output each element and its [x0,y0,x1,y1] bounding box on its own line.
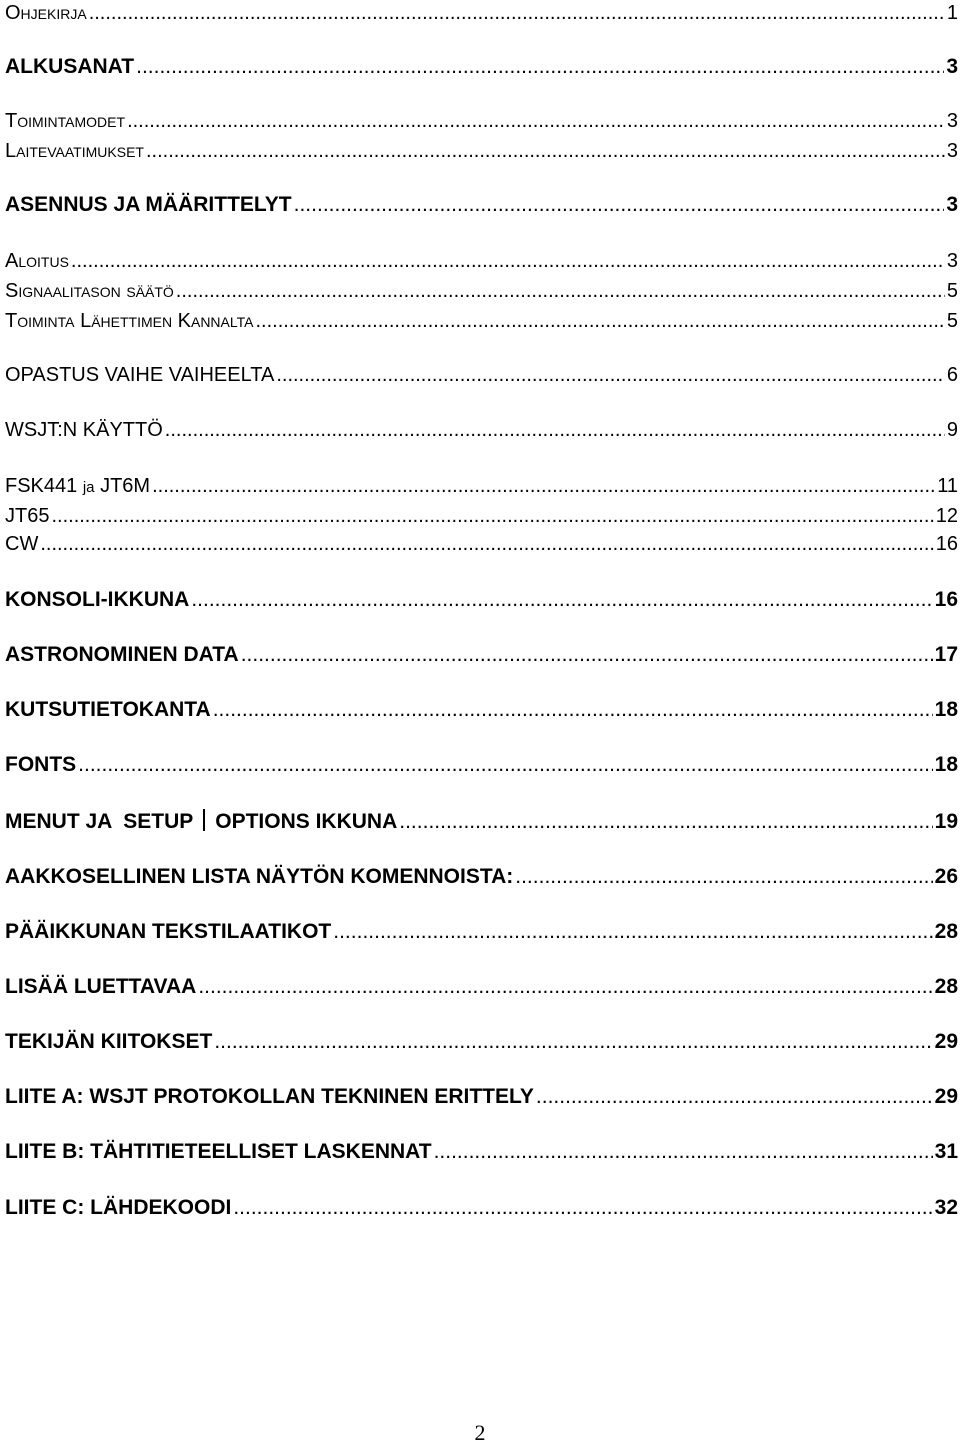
dot-leader [515,865,932,889]
toc-entry[interactable] [5,1140,958,1168]
toc-entry[interactable] [5,643,958,671]
toc-entry[interactable] [5,1196,958,1224]
toc-entry-title: WSJT:N KÄYTTÖ [5,419,163,441]
toc-entry[interactable] [5,110,958,138]
toc-entry[interactable] [5,920,958,948]
toc-entry-title: Toimintamodet [5,110,126,132]
toc-entry-title [5,475,150,498]
dot-leader [213,698,933,722]
dot-leader [165,419,945,442]
toc-entry-page: 29 [934,1030,958,1053]
toc-entry-title-part: ja [82,479,95,496]
toc-entry-title: TEKIJÄN KIITOKSET [5,1030,213,1053]
toc-entry-page: 12 [935,505,958,527]
dot-leader [333,920,932,944]
dot-leader [78,753,932,777]
toc-entry-title: PÄÄIKKUNAN TEKSTILAATIKOT [5,920,332,943]
dot-leader [536,1085,933,1109]
toc-entry-title: Signaalitason säätö [5,280,174,302]
dot-leader [233,1196,932,1220]
toc-entry-page: 26 [934,865,958,888]
toc-entry-page: 9 [946,419,958,441]
toc-entry-title-part: OPTIONS IKKUNA [215,810,398,833]
dot-leader [214,1030,932,1054]
toc-entry-title: KONSOLI-IKKUNA [5,588,190,611]
toc-entry-title: FONTS [5,753,77,776]
dot-leader [89,2,945,25]
toc-entry[interactable] [5,1085,958,1113]
dot-leader [136,55,944,79]
toc-entry[interactable] [5,1030,958,1058]
toc-entry[interactable] [5,2,958,30]
toc-entry-title: ASENNUS JA MÄÄRITTELYT [5,193,292,216]
toc-entry-title: Aloitus [5,250,69,272]
dot-leader [146,140,945,163]
dot-leader [276,364,945,387]
toc-entry[interactable] [5,364,958,392]
toc-entry-title: Laitevaatimukset [5,140,144,162]
toc-entry-page: 16 [935,533,958,555]
toc-entry-title: KUTSUTIETOKANTA [5,698,211,721]
dot-leader [176,280,945,303]
toc-entry[interactable] [5,250,958,278]
toc-entry-page: 28 [934,920,958,943]
toc-entry-title: AAKKOSELLINEN LISTA NÄYTÖN KOMENNOISTA: [5,865,514,888]
toc-entry-title [5,809,397,834]
toc-entry[interactable] [5,698,958,726]
dot-leader [241,643,933,667]
toc-entry-page: 3 [946,55,958,78]
toc-entry-title: LIITE B: TÄHTITIETEELLISET LASKENNAT [5,1140,432,1163]
toc-entry-title: LIITE A: WSJT PROTOKOLLAN TEKNINEN ERITTELY [5,1085,534,1108]
toc-entry-title: ASTRONOMINEN DATA [5,643,239,666]
toc-entry-page: 3 [946,140,958,162]
dot-leader [434,1140,933,1164]
toc-entry[interactable] [5,140,958,168]
toc-entry-page: 17 [934,643,958,666]
dot-leader [191,588,932,612]
toc-entry[interactable] [5,310,958,338]
toc-entry-page: 5 [946,310,958,332]
toc-entry[interactable] [5,753,958,781]
toc-entry-title-part: FSK441 [5,475,78,497]
toc-entry-page: 16 [934,588,958,611]
toc-entry-title: Ohjekirja [5,2,87,24]
toc-entry-title-part: JT6M [100,475,151,497]
dot-leader [51,505,933,528]
dot-leader [127,110,945,133]
toc-entry-page: 29 [934,1085,958,1108]
toc-entry-page: 32 [934,1196,958,1219]
toc-entry[interactable] [5,193,958,221]
toc-entry-title: LISÄÄ LUETTAVAA [5,975,197,998]
toc-entry[interactable] [5,505,958,533]
toc-entry-title: LIITE C: LÄHDEKOODI [5,1196,232,1219]
toc-entry[interactable] [5,588,958,616]
toc-entry-page: 31 [934,1140,958,1163]
toc-entry-page: 6 [946,364,958,386]
toc-entry[interactable] [5,865,958,893]
toc-entry-title: OPASTUS VAIHE VAIHEELTA [5,364,275,386]
toc-entry[interactable] [5,809,958,837]
toc-entry-page: 18 [934,698,958,721]
dot-leader [40,533,933,556]
toc-entry-title: ALKUSANAT [5,55,135,78]
page-number: 2 [474,1420,486,1445]
toc-entry-page: 11 [937,475,958,497]
toc-entry[interactable] [5,475,958,503]
dot-leader [71,250,945,273]
toc-entry[interactable] [5,533,958,561]
toc-entry[interactable] [5,280,958,308]
toc-entry-page: 18 [934,753,958,776]
toc-entry-title: JT65 [5,505,50,527]
dot-leader [294,193,945,217]
toc-entry-title: CW [5,533,39,555]
toc-entry-page: 28 [934,975,958,998]
toc-entry[interactable] [5,419,958,447]
toc-entry-title: Toiminta Lähettimen Kannalta [5,310,254,332]
toc-entry-page: 3 [946,110,958,132]
toc-entry-page: 3 [946,193,958,216]
toc-entry[interactable] [5,975,958,1003]
dot-leader [152,475,935,498]
dot-leader [255,310,944,333]
toc-entry-title-part: MENUT JA SETUP [5,810,194,833]
toc-entry[interactable] [5,55,958,83]
dot-leader [198,975,932,999]
toc-entry-page: 19 [934,810,958,833]
separator-bar [203,809,205,831]
dot-leader [399,810,932,834]
toc-entry-page: 1 [946,2,958,24]
toc-entry-page: 5 [946,280,958,302]
toc-entry-page: 3 [946,250,958,272]
